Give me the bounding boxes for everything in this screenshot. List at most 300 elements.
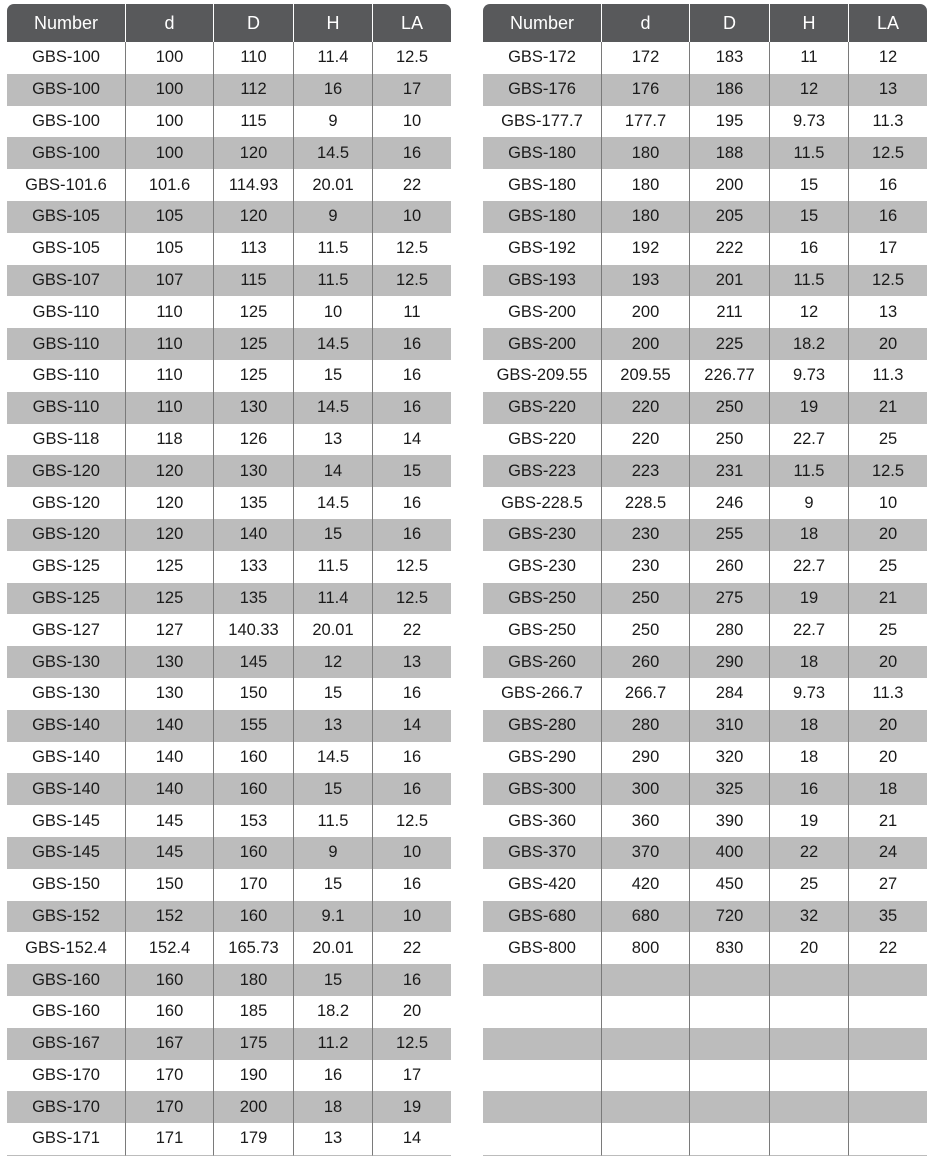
cell-d: 260	[601, 646, 689, 678]
cell-H: 12	[769, 296, 848, 328]
header-row	[483, 4, 927, 42]
table-row	[483, 614, 927, 646]
cell-H: 12	[769, 74, 848, 106]
cell-H: 20.01	[293, 614, 372, 646]
cell-LA: 16	[372, 869, 451, 901]
cell-D: 250	[689, 424, 769, 456]
cell-number: GBS-172	[483, 42, 601, 74]
cell-LA: 16	[372, 487, 451, 519]
cell-LA: 12	[848, 42, 927, 74]
cell-H: 9.1	[293, 901, 372, 933]
table-row	[7, 646, 451, 678]
cell-H: 14.5	[293, 392, 372, 424]
table-row	[7, 1091, 451, 1123]
table-row	[483, 551, 927, 583]
cell-d: 290	[601, 742, 689, 774]
table-row	[7, 519, 451, 551]
table-row	[7, 392, 451, 424]
cell-number: GBS-160	[7, 964, 125, 996]
cell-D: 180	[213, 964, 293, 996]
header-d: d	[601, 4, 689, 42]
table-row	[7, 42, 451, 74]
cell-LA: 16	[372, 519, 451, 551]
cell-LA: 35	[848, 901, 927, 933]
cell-d: 125	[125, 551, 213, 583]
cell-d: 105	[125, 233, 213, 265]
cell-d	[601, 1060, 689, 1092]
cell-number: GBS-170	[7, 1060, 125, 1092]
cell-d: 209.55	[601, 360, 689, 392]
cell-d: 140	[125, 710, 213, 742]
table-row	[483, 964, 927, 996]
cell-LA	[848, 964, 927, 996]
cell-LA: 16	[372, 773, 451, 805]
cell-H: 11.2	[293, 1028, 372, 1060]
cell-LA	[848, 1091, 927, 1123]
cell-D: 260	[689, 551, 769, 583]
cell-number: GBS-110	[7, 392, 125, 424]
cell-LA: 17	[372, 1060, 451, 1092]
cell-number	[483, 964, 601, 996]
cell-d: 120	[125, 455, 213, 487]
cell-H: 32	[769, 901, 848, 933]
cell-LA: 27	[848, 869, 927, 901]
cell-number: GBS-177.7	[483, 106, 601, 138]
cell-H: 20	[769, 932, 848, 964]
cell-LA: 10	[372, 106, 451, 138]
cell-LA: 10	[848, 487, 927, 519]
cell-d: 360	[601, 805, 689, 837]
table-row	[7, 328, 451, 360]
cell-d: 140	[125, 773, 213, 805]
table-row	[483, 74, 927, 106]
cell-d: 105	[125, 201, 213, 233]
table-row	[483, 1123, 927, 1156]
cell-LA: 12.5	[372, 583, 451, 615]
cell-d	[601, 964, 689, 996]
cell-LA: 25	[848, 551, 927, 583]
cell-number: GBS-125	[7, 551, 125, 583]
cell-LA: 21	[848, 392, 927, 424]
cell-H: 14.5	[293, 328, 372, 360]
cell-LA: 17	[372, 74, 451, 106]
cell-number	[483, 1060, 601, 1092]
cell-LA: 22	[372, 932, 451, 964]
cell-LA: 12.5	[848, 455, 927, 487]
cell-H: 18.2	[769, 328, 848, 360]
cell-d: 180	[601, 169, 689, 201]
table-row	[483, 328, 927, 360]
cell-D: 112	[213, 74, 293, 106]
cell-LA: 14	[372, 424, 451, 456]
cell-D	[689, 964, 769, 996]
table-row	[7, 1060, 451, 1092]
cell-d: 220	[601, 424, 689, 456]
cell-number: GBS-105	[7, 233, 125, 265]
table-row	[7, 996, 451, 1028]
header-D: D	[689, 4, 769, 42]
cell-number: GBS-100	[7, 106, 125, 138]
cell-d: 176	[601, 74, 689, 106]
table-row	[483, 265, 927, 297]
cell-d	[601, 1091, 689, 1123]
cell-number: GBS-152.4	[7, 932, 125, 964]
cell-LA: 11	[372, 296, 451, 328]
cell-LA: 25	[848, 614, 927, 646]
table-row	[7, 169, 451, 201]
cell-number: GBS-220	[483, 392, 601, 424]
table-row	[7, 742, 451, 774]
cell-number: GBS-300	[483, 773, 601, 805]
cell-D: 830	[689, 932, 769, 964]
cell-H: 15	[293, 773, 372, 805]
cell-D: 126	[213, 424, 293, 456]
cell-number: GBS-280	[483, 710, 601, 742]
table-row	[483, 805, 927, 837]
cell-D: 280	[689, 614, 769, 646]
cell-d: 160	[125, 996, 213, 1028]
cell-number: GBS-145	[7, 805, 125, 837]
cell-D	[689, 1028, 769, 1060]
cell-number: GBS-170	[7, 1091, 125, 1123]
cell-LA: 16	[372, 678, 451, 710]
cell-LA: 16	[372, 328, 451, 360]
cell-LA: 12.5	[372, 551, 451, 583]
cell-number: GBS-260	[483, 646, 601, 678]
cell-d	[601, 1028, 689, 1060]
cell-d: 180	[601, 137, 689, 169]
table-row	[483, 519, 927, 551]
cell-number: GBS-180	[483, 169, 601, 201]
cell-H: 9.73	[769, 106, 848, 138]
cell-LA: 12.5	[372, 1028, 451, 1060]
header-LA: LA	[372, 4, 451, 42]
cell-number: GBS-152	[7, 901, 125, 933]
cell-LA: 16	[848, 169, 927, 201]
cell-number	[483, 996, 601, 1028]
table-header	[483, 4, 927, 42]
cell-LA: 20	[848, 742, 927, 774]
cell-D: 211	[689, 296, 769, 328]
cell-LA: 20	[848, 328, 927, 360]
cell-H: 9.73	[769, 360, 848, 392]
header-D: D	[213, 4, 293, 42]
table-row	[483, 583, 927, 615]
cell-d	[601, 996, 689, 1028]
cell-number: GBS-145	[7, 837, 125, 869]
table-row	[7, 773, 451, 805]
cell-LA: 16	[372, 360, 451, 392]
table-row	[483, 996, 927, 1028]
cell-number: GBS-110	[7, 328, 125, 360]
cell-number: GBS-360	[483, 805, 601, 837]
cell-d	[601, 1123, 689, 1156]
cell-LA: 12.5	[372, 233, 451, 265]
cell-D: 720	[689, 901, 769, 933]
cell-D: 113	[213, 233, 293, 265]
table-row	[483, 360, 927, 392]
cell-H: 13	[293, 1123, 372, 1156]
cell-D: 226.77	[689, 360, 769, 392]
cell-d: 152	[125, 901, 213, 933]
cell-H	[769, 1060, 848, 1092]
cell-d: 130	[125, 646, 213, 678]
cell-D: 160	[213, 773, 293, 805]
cell-d: 145	[125, 805, 213, 837]
cell-d: 170	[125, 1091, 213, 1123]
cell-H: 15	[769, 169, 848, 201]
table-body-left	[7, 42, 451, 1156]
cell-LA: 16	[848, 201, 927, 233]
cell-number: GBS-180	[483, 201, 601, 233]
cell-D: 200	[213, 1091, 293, 1123]
cell-H: 11.5	[769, 265, 848, 297]
cell-LA: 16	[372, 742, 451, 774]
header-row	[7, 4, 451, 42]
table-row	[483, 742, 927, 774]
table-row	[483, 201, 927, 233]
cell-D: 246	[689, 487, 769, 519]
cell-LA: 11.3	[848, 106, 927, 138]
cell-H: 18	[769, 519, 848, 551]
cell-D: 145	[213, 646, 293, 678]
cell-D: 195	[689, 106, 769, 138]
cell-H: 15	[293, 360, 372, 392]
table-row	[7, 805, 451, 837]
cell-number: GBS-266.7	[483, 678, 601, 710]
cell-number: GBS-370	[483, 837, 601, 869]
cell-H	[769, 1091, 848, 1123]
cell-H: 22	[769, 837, 848, 869]
cell-D	[689, 1123, 769, 1156]
cell-H: 11.5	[293, 265, 372, 297]
cell-d: 193	[601, 265, 689, 297]
cell-d: 177.7	[601, 106, 689, 138]
cell-D: 290	[689, 646, 769, 678]
cell-D: 183	[689, 42, 769, 74]
cell-H: 18	[769, 710, 848, 742]
cell-d: 118	[125, 424, 213, 456]
cell-LA: 15	[372, 455, 451, 487]
table-row	[483, 678, 927, 710]
cell-D: 201	[689, 265, 769, 297]
cell-H: 11.5	[293, 233, 372, 265]
cell-D: 310	[689, 710, 769, 742]
cell-LA: 22	[372, 169, 451, 201]
table-row	[483, 646, 927, 678]
cell-D: 275	[689, 583, 769, 615]
cell-H: 9	[293, 837, 372, 869]
table-row	[483, 1060, 927, 1092]
cell-LA: 24	[848, 837, 927, 869]
spec-table-left	[7, 4, 451, 1156]
cell-d: 200	[601, 296, 689, 328]
cell-number: GBS-223	[483, 455, 601, 487]
cell-number: GBS-680	[483, 901, 601, 933]
table-row	[7, 678, 451, 710]
header-number: Number	[483, 4, 601, 42]
cell-D: 153	[213, 805, 293, 837]
cell-number: GBS-110	[7, 296, 125, 328]
cell-number: GBS-140	[7, 773, 125, 805]
cell-D: 130	[213, 392, 293, 424]
cell-number: GBS-193	[483, 265, 601, 297]
cell-number: GBS-200	[483, 328, 601, 360]
table-row	[7, 455, 451, 487]
cell-number: GBS-180	[483, 137, 601, 169]
table-row	[7, 296, 451, 328]
cell-d: 150	[125, 869, 213, 901]
cell-D: 150	[213, 678, 293, 710]
cell-d: 220	[601, 392, 689, 424]
cell-D: 250	[689, 392, 769, 424]
cell-d: 300	[601, 773, 689, 805]
cell-D: 115	[213, 106, 293, 138]
cell-H: 15	[293, 964, 372, 996]
cell-H: 18	[293, 1091, 372, 1123]
table-row	[7, 265, 451, 297]
cell-D: 155	[213, 710, 293, 742]
cell-LA: 10	[372, 837, 451, 869]
cell-LA: 20	[372, 996, 451, 1028]
cell-H: 25	[769, 869, 848, 901]
cell-number: GBS-120	[7, 519, 125, 551]
cell-H	[769, 1123, 848, 1156]
cell-LA: 16	[372, 137, 451, 169]
cell-H: 20.01	[293, 169, 372, 201]
cell-LA: 22	[372, 614, 451, 646]
table-row	[7, 201, 451, 233]
cell-H: 19	[769, 583, 848, 615]
cell-H: 19	[769, 392, 848, 424]
table-row	[7, 233, 451, 265]
table-row	[7, 74, 451, 106]
spec-table-right	[483, 4, 927, 1156]
cell-LA: 12.5	[372, 265, 451, 297]
cell-LA: 11.3	[848, 360, 927, 392]
cell-LA: 13	[848, 296, 927, 328]
cell-d: 800	[601, 932, 689, 964]
cell-H: 19	[769, 805, 848, 837]
cell-number: GBS-230	[483, 551, 601, 583]
table-row	[7, 964, 451, 996]
cell-d: 230	[601, 519, 689, 551]
cell-LA: 16	[372, 964, 451, 996]
cell-H: 16	[769, 233, 848, 265]
cell-LA	[848, 1028, 927, 1060]
cell-number: GBS-230	[483, 519, 601, 551]
cell-LA: 10	[372, 201, 451, 233]
cell-LA: 22	[848, 932, 927, 964]
cell-d: 680	[601, 901, 689, 933]
cell-LA: 12.5	[372, 42, 451, 74]
cell-D: 200	[689, 169, 769, 201]
cell-H: 10	[293, 296, 372, 328]
table-row	[483, 773, 927, 805]
cell-D: 114.93	[213, 169, 293, 201]
header-LA: LA	[848, 4, 927, 42]
cell-d: 370	[601, 837, 689, 869]
cell-LA: 18	[848, 773, 927, 805]
cell-H: 15	[293, 678, 372, 710]
cell-D: 115	[213, 265, 293, 297]
cell-LA: 17	[848, 233, 927, 265]
cell-LA: 12.5	[372, 805, 451, 837]
cell-H: 16	[293, 74, 372, 106]
cell-number: GBS-118	[7, 424, 125, 456]
cell-D: 125	[213, 328, 293, 360]
cell-D: 255	[689, 519, 769, 551]
table-row	[483, 869, 927, 901]
table-header	[7, 4, 451, 42]
cell-d: 266.7	[601, 678, 689, 710]
cell-LA	[848, 1060, 927, 1092]
cell-D: 179	[213, 1123, 293, 1156]
cell-number	[483, 1123, 601, 1156]
cell-D	[689, 1060, 769, 1092]
table-body-right	[483, 42, 927, 1156]
cell-number: GBS-171	[7, 1123, 125, 1156]
cell-D: 125	[213, 296, 293, 328]
cell-H: 22.7	[769, 614, 848, 646]
cell-LA	[848, 996, 927, 1028]
cell-D: 140.33	[213, 614, 293, 646]
cell-d: 110	[125, 296, 213, 328]
table-row	[483, 106, 927, 138]
table-row	[483, 392, 927, 424]
cell-D: 135	[213, 583, 293, 615]
cell-D: 175	[213, 1028, 293, 1060]
cell-D: 320	[689, 742, 769, 774]
cell-LA: 25	[848, 424, 927, 456]
cell-D: 133	[213, 551, 293, 583]
table-row	[7, 583, 451, 615]
cell-d: 125	[125, 583, 213, 615]
cell-D: 390	[689, 805, 769, 837]
cell-d: 170	[125, 1060, 213, 1092]
cell-LA: 20	[848, 646, 927, 678]
cell-LA: 14	[372, 1123, 451, 1156]
cell-D: 188	[689, 137, 769, 169]
cell-H: 14.5	[293, 742, 372, 774]
cell-d: 100	[125, 74, 213, 106]
cell-H: 11.5	[293, 805, 372, 837]
cell-D: 125	[213, 360, 293, 392]
cell-H: 12	[293, 646, 372, 678]
table-row	[7, 106, 451, 138]
table-row	[7, 869, 451, 901]
cell-D: 160	[213, 837, 293, 869]
cell-number: GBS-209.55	[483, 360, 601, 392]
cell-H: 14.5	[293, 137, 372, 169]
cell-number: GBS-290	[483, 742, 601, 774]
cell-number: GBS-167	[7, 1028, 125, 1060]
cell-number: GBS-160	[7, 996, 125, 1028]
cell-H: 11.4	[293, 583, 372, 615]
cell-number: GBS-192	[483, 233, 601, 265]
cell-d: 171	[125, 1123, 213, 1156]
cell-H: 13	[293, 710, 372, 742]
cell-H: 14	[293, 455, 372, 487]
cell-H: 16	[293, 1060, 372, 1092]
cell-d: 280	[601, 710, 689, 742]
cell-d: 192	[601, 233, 689, 265]
cell-number: GBS-127	[7, 614, 125, 646]
cell-H	[769, 1028, 848, 1060]
table-row	[483, 710, 927, 742]
cell-LA	[848, 1123, 927, 1156]
cell-H: 15	[293, 869, 372, 901]
